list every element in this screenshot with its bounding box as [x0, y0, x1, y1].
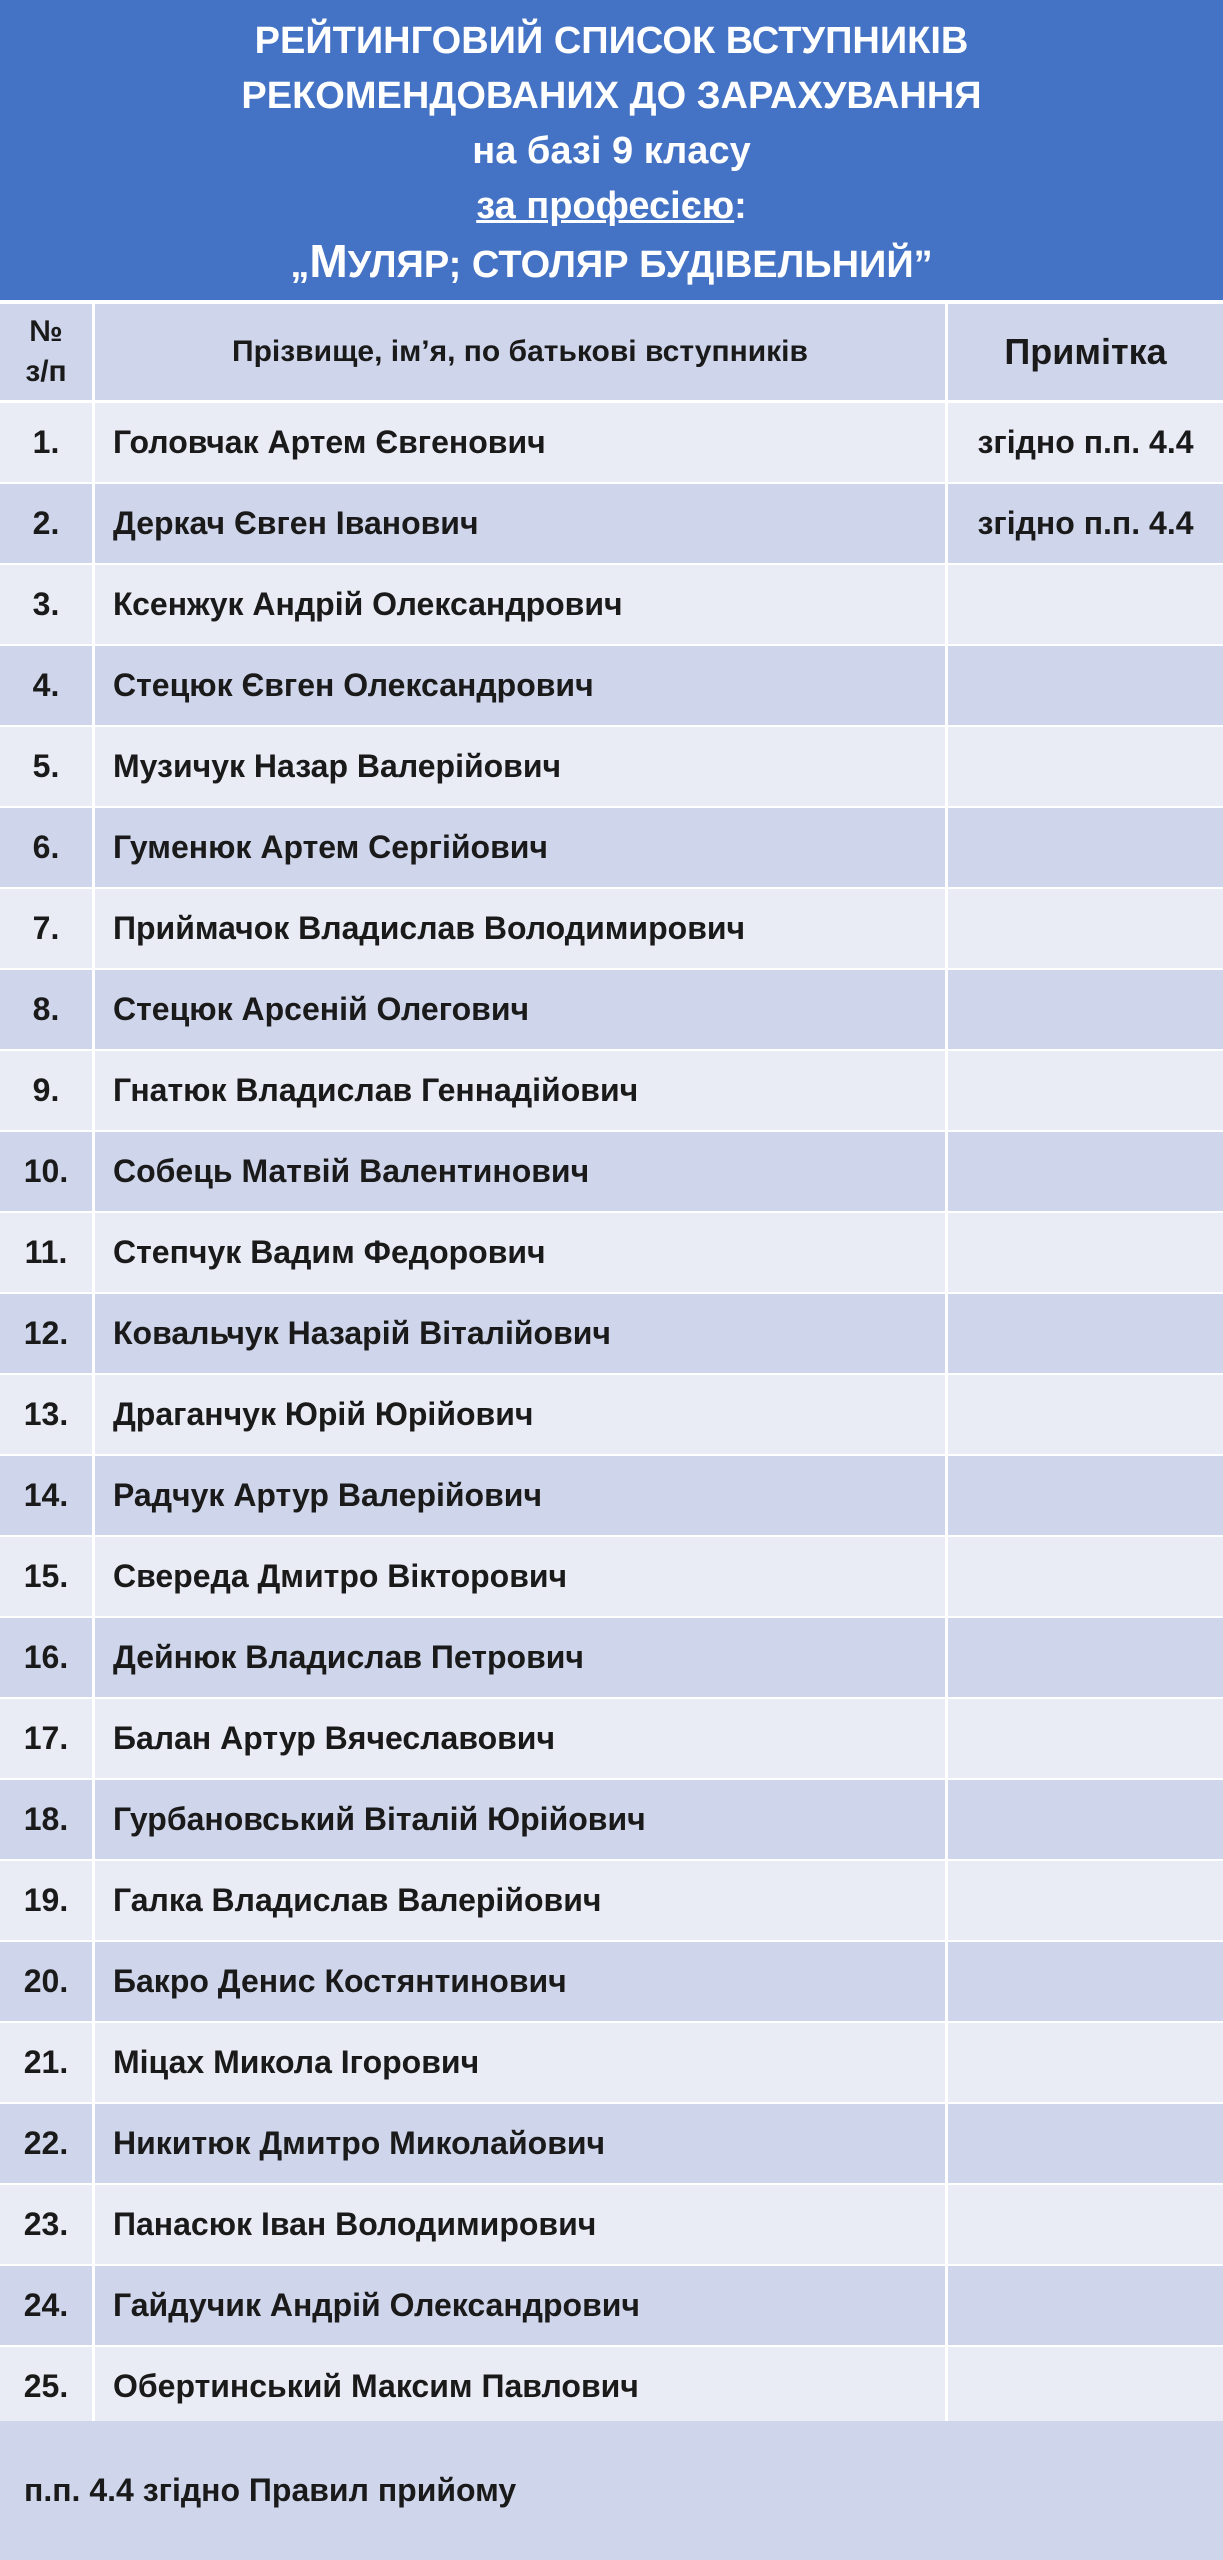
- row-note: [948, 808, 1223, 887]
- table-row: [0, 2023, 1223, 2102]
- row-note: [948, 1051, 1223, 1130]
- row-number: 6.: [0, 808, 95, 887]
- column-header-note: Примітка: [1004, 331, 1167, 372]
- row-note: [948, 1942, 1223, 2021]
- row-number: 13.: [0, 1375, 95, 1454]
- row-note: [948, 889, 1223, 968]
- column-header-number: [0, 304, 95, 400]
- table-row: [0, 403, 1223, 482]
- header-profession-name: [0, 234, 1223, 293]
- row-note: згідно п.п. 4.4: [977, 424, 1194, 460]
- applicant-name: Деркач Євген Іванович: [95, 484, 948, 563]
- row-number: 3.: [0, 565, 95, 644]
- row-note: [948, 1213, 1223, 1292]
- row-number: 20.: [0, 1942, 95, 2021]
- ranking-table: [0, 304, 1223, 2428]
- row-number: 23.: [0, 2185, 95, 2264]
- profession-rest: УЛЯР; СТОЛЯР БУДІВЕЛЬНИЙ”: [347, 244, 933, 286]
- applicant-name: Радчук Артур Валерійович: [95, 1456, 948, 1535]
- row-note: [948, 2347, 1223, 2426]
- table-row: [0, 1375, 1223, 1454]
- table-row: [0, 1294, 1223, 1373]
- row-note: [948, 970, 1223, 1049]
- profession-label-colon: :: [734, 185, 747, 227]
- table-row: [0, 2266, 1223, 2345]
- column-header-name: Прізвище, ім’я, по батькові вступників: [95, 304, 948, 400]
- profession-label-text: за професією: [476, 185, 735, 227]
- row-note: [948, 727, 1223, 806]
- table-row: [0, 1618, 1223, 1697]
- row-note: [948, 2104, 1223, 2183]
- row-number: 19.: [0, 1861, 95, 1940]
- column-header-number-sign: №: [29, 315, 63, 348]
- table-row: [0, 889, 1223, 968]
- row-number: 11.: [0, 1213, 95, 1292]
- row-number: 10.: [0, 1132, 95, 1211]
- header-subtitle: на базі 9 класу: [472, 130, 751, 172]
- row-number: 16.: [0, 1618, 95, 1697]
- applicant-name: Собець Матвій Валентинович: [95, 1132, 948, 1211]
- row-note: [948, 565, 1223, 644]
- header-title-line-1: РЕЙТИНГОВИЙ СПИСОК ВСТУПНИКІВ: [254, 20, 969, 62]
- table-row: [0, 808, 1223, 887]
- applicant-name: Стецюк Арсеній Олегович: [95, 970, 948, 1049]
- row-number: 12.: [0, 1294, 95, 1373]
- table-row: [0, 1780, 1223, 1859]
- applicant-name: Обертинський Максим Павлович: [95, 2347, 948, 2426]
- table-header-row: [0, 304, 1223, 400]
- table-row: [0, 2347, 1223, 2426]
- row-number: 8.: [0, 970, 95, 1049]
- document-header: [0, 0, 1223, 300]
- applicant-name: Ксенжук Андрій Олександрович: [95, 565, 948, 644]
- header-profession-label: [0, 179, 1223, 234]
- row-number: 4.: [0, 646, 95, 725]
- row-note: [948, 646, 1223, 725]
- row-note: [948, 1375, 1223, 1454]
- applicant-name: Гайдучик Андрій Олександрович: [95, 2266, 948, 2345]
- row-number: 17.: [0, 1699, 95, 1778]
- applicant-name: Гуменюк Артем Сергійович: [95, 808, 948, 887]
- table-row: [0, 565, 1223, 644]
- row-note: [948, 1699, 1223, 1778]
- row-note: [948, 1537, 1223, 1616]
- applicant-name: Музичук Назар Валерійович: [95, 727, 948, 806]
- row-note: [948, 1132, 1223, 1211]
- applicant-name: Балан Артур Вячеславович: [95, 1699, 948, 1778]
- applicant-name: Головчак Артем Євгенович: [95, 403, 948, 482]
- applicant-name: Бакро Денис Костянтинович: [95, 1942, 948, 2021]
- row-number: 18.: [0, 1780, 95, 1859]
- row-number: 9.: [0, 1051, 95, 1130]
- applicant-name: Ковальчук Назарій Віталійович: [95, 1294, 948, 1373]
- table-row: [0, 1861, 1223, 1940]
- row-note: [948, 1456, 1223, 1535]
- applicant-name: Стецюк Євген Олександрович: [95, 646, 948, 725]
- row-note: [948, 1780, 1223, 1859]
- applicant-name: Никитюк Дмитро Миколайович: [95, 2104, 948, 2183]
- table-body: [0, 403, 1223, 2426]
- applicant-name: Драганчук Юрій Юрійович: [95, 1375, 948, 1454]
- table-row: [0, 1942, 1223, 2021]
- row-note: згідно п.п. 4.4: [977, 505, 1194, 541]
- table-row: [0, 970, 1223, 1049]
- applicant-name: Свереда Дмитро Вікторович: [95, 1537, 948, 1616]
- row-note: [948, 2266, 1223, 2345]
- applicant-name: Степчук Вадим Федорович: [95, 1213, 948, 1292]
- table-row: [0, 1051, 1223, 1130]
- row-note: [948, 1294, 1223, 1373]
- table-row: [0, 646, 1223, 725]
- table-row: [0, 1132, 1223, 1211]
- table-row: [0, 1456, 1223, 1535]
- row-number: 24.: [0, 2266, 95, 2345]
- table-row: [0, 1213, 1223, 1292]
- applicant-name: Приймачок Владислав Володимирович: [95, 889, 948, 968]
- row-note: [948, 1861, 1223, 1940]
- column-header-number-abbr: з/п: [25, 355, 67, 388]
- applicant-name: Дейнюк Владислав Петрович: [95, 1618, 948, 1697]
- applicant-name: Галка Владислав Валерійович: [95, 1861, 948, 1940]
- row-note: [948, 2185, 1223, 2264]
- footnote: п.п. 4.4 згідно Правил прийому: [0, 2421, 1223, 2560]
- row-number: 21.: [0, 2023, 95, 2102]
- row-note: [948, 2023, 1223, 2102]
- row-number: 1.: [0, 403, 95, 482]
- profession-initial: М: [309, 235, 348, 287]
- row-number: 2.: [0, 484, 95, 563]
- table-row: [0, 2104, 1223, 2183]
- row-note: [948, 1618, 1223, 1697]
- header-title-line-2: РЕКОМЕНДОВАНИХ ДО ЗАРАХУВАННЯ: [241, 75, 982, 117]
- row-number: 14.: [0, 1456, 95, 1535]
- table-row: [0, 727, 1223, 806]
- row-number: 7.: [0, 889, 95, 968]
- row-number: 15.: [0, 1537, 95, 1616]
- row-number: 5.: [0, 727, 95, 806]
- applicant-name: Гурбановський Віталій Юрійович: [95, 1780, 948, 1859]
- applicant-name: Панасюк Іван Володимирович: [95, 2185, 948, 2264]
- table-row: [0, 1699, 1223, 1778]
- applicant-name: Гнатюк Владислав Геннадійович: [95, 1051, 948, 1130]
- table-row: [0, 484, 1223, 563]
- applicant-name: Міцах Микола Ігорович: [95, 2023, 948, 2102]
- table-row: [0, 2185, 1223, 2264]
- row-number: 25.: [0, 2347, 95, 2426]
- table-row: [0, 1537, 1223, 1616]
- profession-open-quote: „: [290, 244, 310, 286]
- row-number: 22.: [0, 2104, 95, 2183]
